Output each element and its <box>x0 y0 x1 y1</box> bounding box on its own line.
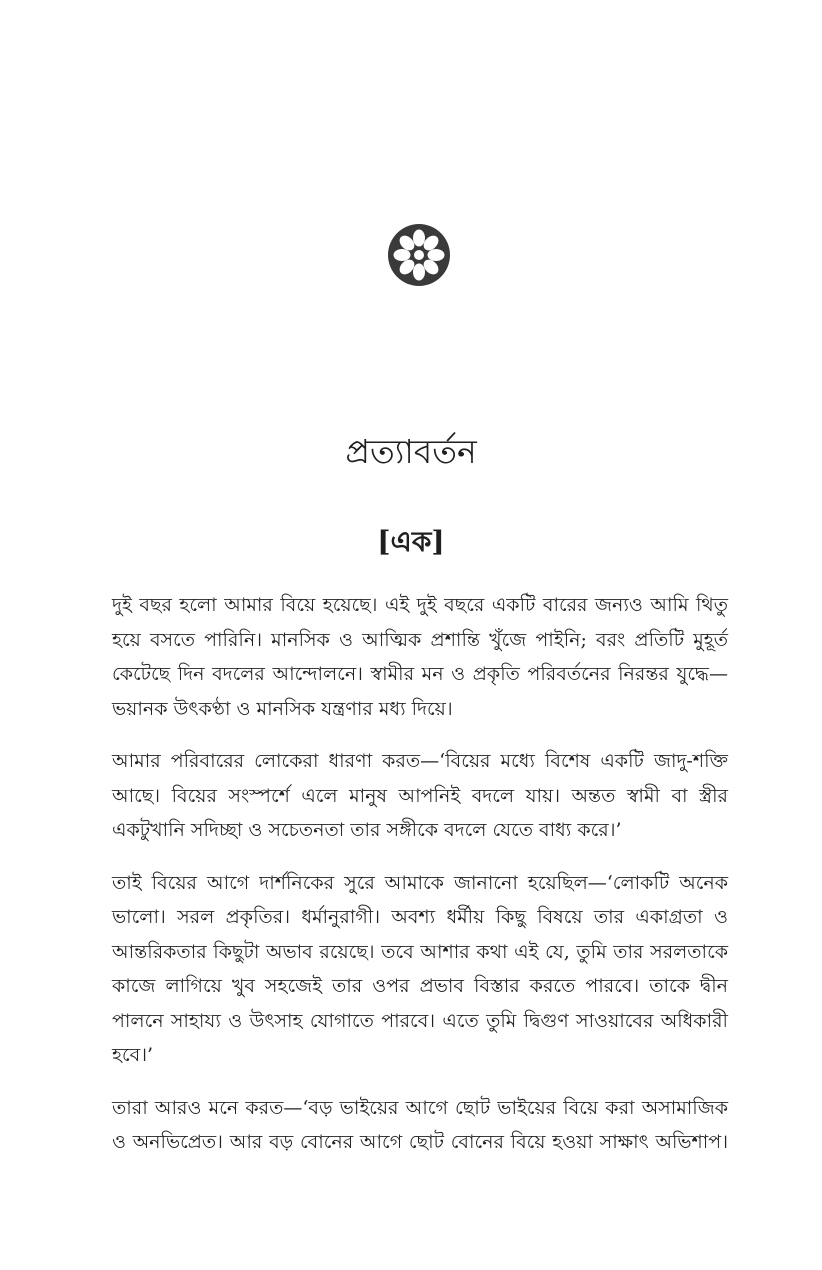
paragraph-4: তারা আরও মনে করত—‘বড় ভাইয়ের আগে ছোট ভাইয়ের বিয়ে করা অসামাজিক ও অনভিপ্রেত। আর বড় বোনের আগে ছোট বোনের বিয়ে হওয়া সাক্ষাৎ অভিশাপ। <box>112 1096 728 1153</box>
rosette-petal <box>394 249 411 261</box>
flower-rosette-icon <box>386 222 452 288</box>
paragraph-1: দুই বছর হলো আমার বিয়ে হয়েছে। এই দুই বছরে একটি বারের জন্যও আমি থিতু হয়ে বসতে পারিনি। মানসিক ও আত্মিক প্রশান্তি খুঁজে পাইনি; বরং প্রতিটি মুহূর্ত কেটেছে দিন বদলের আন্দোলনে। স্বামীর মন ও প্রকৃতি পরিবর্তনের নিরন্তর যুদ্ধে—ভয়ানক উৎকণ্ঠা ও মানসিক যন্ত্রণার মধ্য দিয়ে। <box>112 594 728 720</box>
rosette-petal <box>413 264 425 281</box>
paragraph-2: আমার পরিবারের লোকেরা ধারণা করত—‘বিয়ের মধ্যে বিশেষ একটি জাদু-শক্তি আছে। বিয়ের সংস্পর্শে এলে মানুষ আপনিই বদলে যায়। অন্তত স্বামী বা স্ত্রীর একটুখানি সদিচ্ছা ও সচেতনতা তার সঙ্গীকে বদলে যেতে বাধ্য করে।’ <box>112 750 728 841</box>
chapter-title: প্রত্যাবর্তন <box>345 432 477 471</box>
body-text <box>112 588 728 1178</box>
rosette-petal <box>428 249 445 261</box>
paragraph-3: তাই বিয়ের আগে দার্শনিকের সুরে আমাকে জানানো হয়েছিল—‘লোকটি অনেক ভালো। সরল প্রকৃতির। ধর্মানুরাগী। অবশ্য ধর্মীয় কিছু বিষয়ে তার একাগ্রতা ও আন্তরিকতার কিছুটা অভাব রয়েছে। তবে আশার কথা এই যে, তুমি তার সরলতাকে কাজে লাগিয়ে খুব সহজেই তার ওপর প্রভাব বিস্তার করতে পারবে। তাকে দ্বীন পালনে সাহায্য ও উৎসাহ যোগাতে পারবে। এতে তুমি দ্বিগুণ সাওয়াবের অধিকারী হবে।’ <box>112 871 728 1066</box>
section-heading: [এক] <box>377 525 445 558</box>
rosette-center <box>414 250 424 260</box>
rosette-petal <box>413 230 425 247</box>
